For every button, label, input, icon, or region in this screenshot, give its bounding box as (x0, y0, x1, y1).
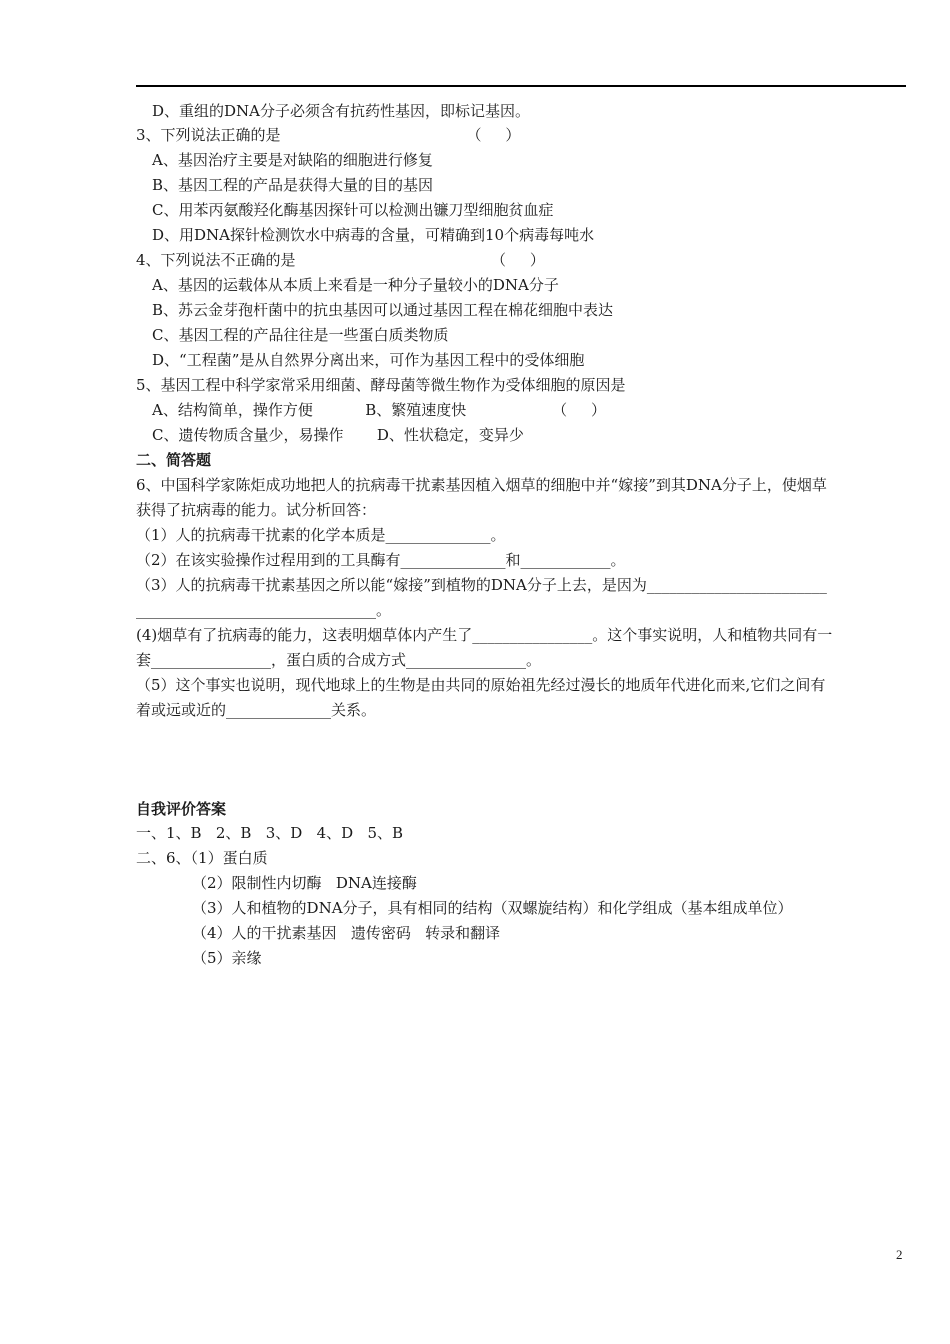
q3-option-d: D、用DNA探针检测饮水中病毒的含量，可精确到10个病毒每吨水 (152, 226, 595, 244)
q5-options-cd: C、遗传物质含量少，易操作 D、性状稳定，变异少 (152, 426, 524, 444)
answers-part2: （2）限制性内切酶 DNA连接酶 (192, 874, 417, 892)
q4-option-a: A、基因的运载体从本质上来看是一种分子量较小的DNA分子 (152, 276, 559, 294)
answers-part5: （5）亲缘 (192, 949, 262, 967)
q4-option-d: D、“工程菌”是从自然界分离出来，可作为基因工程中的受体细胞 (152, 351, 585, 369)
q5-stem: 5、基因工程中科学家常采用细菌、酵母菌等微生物作为受体细胞的原因是 (136, 376, 626, 394)
answers-heading: 自我评价答案 (136, 800, 227, 818)
answers-section2-part1: 二、6、（1）蛋白质 (136, 849, 268, 867)
q6-part3-line2: ________________________________。 (136, 601, 392, 619)
q4-option-c: C、基因工程的产品往往是一些蛋白质类物质 (152, 326, 449, 344)
q4-stem: 4、下列说法不正确的是 （ ） (136, 251, 545, 269)
q6-stem-line2: 获得了抗病毒的能力。试分析回答： (136, 501, 377, 519)
q2-option-d: D、重组的DNA分子必须含有抗药性基因，即标记基因。 (152, 102, 531, 120)
q3-option-a: A、基因治疗主要是对缺陷的细胞进行修复 (152, 151, 433, 169)
q3-option-b: B、基因工程的产品是获得大量的目的基因 (152, 176, 434, 194)
q3-option-c: C、用苯丙氨酸羟化酶基因探针可以检测出镰刀型细胞贫血症 (152, 201, 554, 219)
q6-part5-line2: 着或远或近的______________关系。 (136, 701, 377, 719)
q6-part4-line1: (4)烟草有了抗病毒的能力，这表明烟草体内产生了________________。这个事实说明，人和植物共同有一 (136, 626, 833, 644)
page-number: 2 (896, 1247, 903, 1262)
q6-part1: （1）人的抗病毒干扰素的化学本质是______________。 (136, 526, 506, 544)
q5-options-ab: A、结构简单，操作方便 B、繁殖速度快 （ ） (152, 401, 606, 419)
q3-stem: 3、下列说法正确的是 （ ） (136, 126, 521, 144)
q6-part3-line1: （3）人的抗病毒干扰素基因之所以能“嫁接”到植物的DNA分子上去，是因为________________________ (136, 576, 827, 594)
answers-section1: 一、1、B 2、B 3、D 4、D 5、B (136, 824, 404, 842)
answers-part4: （4）人的干扰素基因 遗传密码 转录和翻译 (192, 924, 501, 942)
section-short-answer-heading: 二、简答题 (136, 451, 212, 469)
q4-option-b: B、苏云金芽孢杆菌中的抗虫基因可以通过基因工程在棉花细胞中表达 (152, 301, 614, 319)
q6-stem-line1: 6、中国科学家陈炬成功地把人的抗病毒干扰素基因植入烟草的细胞中并“嫁接”到其DNA分子上，使烟草 (136, 476, 827, 494)
header-rule (136, 85, 906, 87)
q6-part2: （2）在该实验操作过程用到的工具酶有______________和____________。 (136, 551, 626, 569)
q6-part5-line1: （5）这个事实也说明，现代地球上的生物是由共同的原始祖先经过漫长的地质年代进化而来,它们之间有 (136, 676, 826, 694)
answers-part3: （3）人和植物的DNA分子，具有相同的结构（双螺旋结构）和化学组成（基本组成单位） (192, 899, 793, 917)
q6-part4-line2: 套________________，蛋白质的合成方式________________。 (136, 651, 542, 669)
